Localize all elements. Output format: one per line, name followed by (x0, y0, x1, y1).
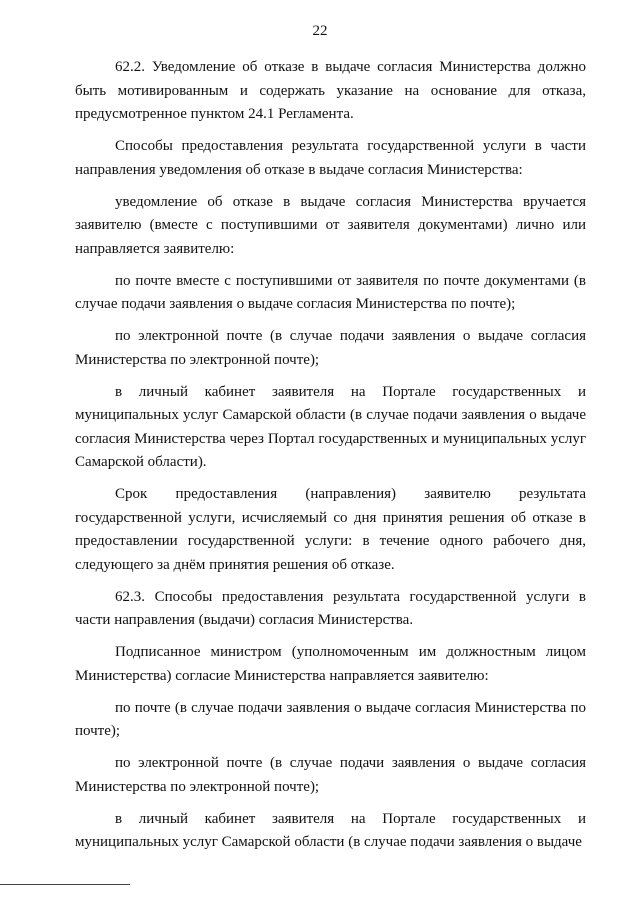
page-body (75, 56, 586, 863)
paragraph-refusal-by-email: по электронной почте (в случае подачи заявления о выдаче согласия Министерства по электронной почте); (75, 328, 586, 368)
paragraph-refusal-deadline: Срок предоставления (направления) заявителю результата государственной услуги, исчисляемый со дня принятия решения об отказе в предоставлении государственной услуги: в течение одного рабочего дня, следующего за днём принятия решения об отказе. (75, 486, 586, 573)
paragraph-62-2: 62.2. Уведомление об отказе в выдаче согласия Министерства должно быть мотивированным и содержать указание на основание для отказа, предусмотренное пунктом 24.1 Регламента. (75, 59, 586, 122)
footer-rule (0, 884, 130, 885)
paragraph-refusal-by-mail: по почте вместе с поступившими от заявителя по почте документами (в случае подачи заявления о выдаче согласия Министерства по почте); (75, 272, 586, 312)
paragraph-consent-by-portal: в личный кабинет заявителя на Портале государственных и муниципальных услуг Самарской области (в случае подачи заявления о выдаче (75, 810, 586, 850)
paragraph-refusal-delivery: уведомление об отказе в выдаче согласия Министерства вручается заявителю (вместе с поступившими от заявителя документами) лично или направляется заявителю: (75, 193, 586, 257)
page-number: 22 (312, 23, 328, 39)
paragraph-consent-sending: Подписанное министром (уполномоченным им должностным лицом Министерства) согласие Министерства направляется заявителю: (75, 644, 586, 684)
paragraph-refusal-methods: Способы предоставления результата государственной услуги в части направления уведомления об отказе в выдаче согласия Министерства: (75, 138, 586, 178)
paragraph-62-3: 62.3. Способы предоставления результата государственной услуги в части направления (выдачи) согласия Министерства. (75, 588, 586, 628)
paragraph-consent-by-mail: по почте (в случае подачи заявления о выдаче согласия Министерства по почте); (75, 699, 586, 739)
paragraph-consent-by-email: по электронной почте (в случае подачи заявления о выдаче согласия Министерства по электронной почте); (75, 755, 586, 795)
paragraph-refusal-by-portal: в личный кабинет заявителя на Портале государственных и муниципальных услуг Самарской области (в случае подачи заявления о выдаче согласия Министерства через Портал государственных и муниципальных услуг Самарской области). (75, 383, 586, 470)
